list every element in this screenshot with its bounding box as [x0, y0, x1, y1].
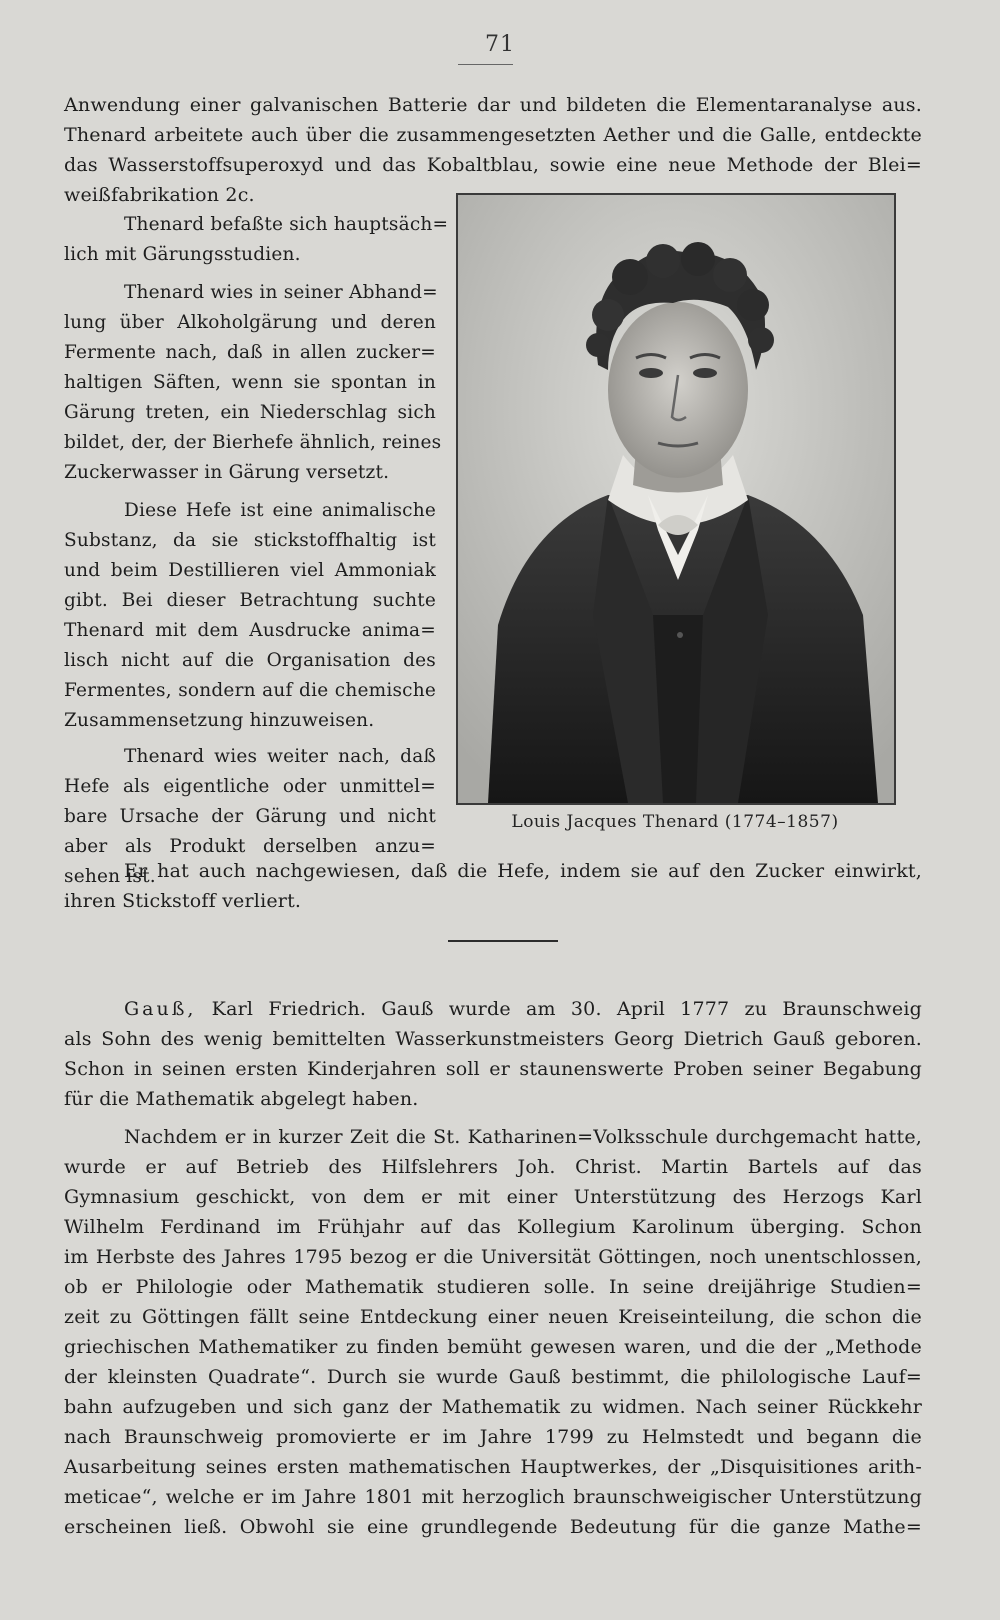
text-line: Ausarbeitung seines ersten mathematischen Hauptwerkes, der „Disquisitiones arith-: [64, 1456, 922, 1478]
text-line: weißfabrikation 2c.: [64, 184, 255, 206]
text-line: [64, 994, 922, 1024]
text-line: und beim Destillieren viel Ammoniak: [64, 560, 436, 581]
text-line: Zuckerwasser in Gärung versetzt.: [64, 462, 390, 483]
text-line: haltigen Säften, wenn sie spontan in: [64, 372, 436, 393]
text-line: Thenard mit dem Ausdrucke anima=: [64, 620, 436, 641]
text-line: aber als Produkt derselben anzu=: [64, 836, 436, 857]
text-line: griechischen Mathematiker zu finden bemüht gewesen waren, und die der „Methode: [64, 1336, 922, 1358]
text-line: das Wasserstoffsuperoxyd und das Kobaltblau, sowie eine neue Methode der Blei=: [64, 154, 922, 176]
text-line: als Sohn des wenig bemittelten Wasserkunstmeisters Georg Dietrich Gauß geboren.: [64, 1028, 922, 1050]
text-line: Zusammensetzung hinzuweisen.: [64, 710, 375, 731]
text-line: gibt. Bei dieser Betrachtung suchte: [64, 590, 436, 611]
text-line: im Herbste des Jahres 1795 bezog er die Universität Göttingen, noch unentschlossen,: [64, 1246, 922, 1268]
text-line: bare Ursache der Gärung und nicht: [64, 806, 436, 827]
text-line: ihren Stickstoff verliert.: [64, 890, 302, 912]
page-number: 71: [485, 32, 515, 57]
text-line: Diese Hefe ist eine animalische: [124, 500, 436, 521]
text-line: für die Mathematik abgelegt haben.: [64, 1088, 419, 1110]
text-line: zeit zu Göttingen fällt seine Entdeckung einer neuen Kreiseinteilung, die schon die: [64, 1306, 922, 1328]
text-line: erscheinen ließ. Obwohl sie eine grundlegende Bedeutung für die ganze Mathe=: [64, 1516, 922, 1538]
text-line: Gymnasium geschickt, von dem er mit einer Unterstützung des Herzogs Karl: [64, 1186, 922, 1208]
text-line: Thenard wies in seiner Abhand=: [124, 282, 438, 303]
text-line: Hefe als eigentliche oder unmittel=: [64, 776, 436, 797]
text-line: ob er Philologie oder Mathematik studieren solle. In seine dreijährige Studien=: [64, 1276, 922, 1298]
text-line: Schon in seinen ersten Kinderjahren soll er staunenswerte Proben seiner Begabung: [64, 1058, 922, 1080]
section-separator: [448, 940, 558, 942]
text-line: Thenard befaßte sich hauptsäch=: [124, 214, 449, 235]
text-line: lung über Alkoholgärung und deren: [64, 312, 436, 333]
thenard-top-paragraph: [64, 90, 922, 210]
text-line: Nachdem er in kurzer Zeit die St. Katharinen=Volksschule durchgemacht hatte,: [124, 1126, 922, 1148]
portrait-engraving: [458, 195, 894, 803]
text-line: Thenard arbeitete auch über die zusammengesetzten Aether und die Galle, entdeckte: [64, 124, 922, 146]
gauss-section: [64, 994, 922, 1542]
text-line: sehen ist.: [64, 866, 156, 887]
page-number-rule: [458, 64, 513, 65]
text-line: Substanz, da sie stickstoffhaltig ist: [64, 530, 436, 551]
text-line: Gärung treten, ein Niederschlag sich: [64, 402, 436, 423]
gauss-name: Gauß,: [124, 998, 197, 1020]
text-line: Wilhelm Ferdinand im Frühjahr auf das Kollegium Karolinum überging. Schon: [64, 1216, 922, 1238]
text-line: Er hat auch nachgewiesen, daß die Hefe, indem sie auf den Zucker einwirkt,: [124, 860, 922, 882]
thenard-closing-paragraph: [64, 856, 922, 916]
thenard-portrait: [456, 193, 896, 805]
text-line: bildet, der, der Bierhefe ähnlich, reines: [64, 432, 442, 453]
text-line: meticae“, welche er im Jahre 1801 mit herzoglich braunschweigischer Unterstützung: [64, 1486, 922, 1508]
text-line: Thenard wies weiter nach, daß: [124, 746, 436, 767]
text-line: wurde er auf Betrieb des Hilfslehrers Joh. Christ. Martin Bartels auf das: [64, 1156, 922, 1178]
text-line: Anwendung einer galvanischen Batterie dar und bildeten die Elementaranalyse aus.: [64, 94, 922, 116]
thenard-column-text: [64, 210, 449, 892]
text-line: lisch nicht auf die Organisation des: [64, 650, 436, 671]
text-line: der kleinsten Quadrate“. Durch sie wurde Gauß bestimmt, die philologische Lauf=: [64, 1366, 922, 1388]
text-line: lich mit Gärungsstudien.: [64, 244, 301, 265]
gauss-name-rest: Karl Friedrich.: [211, 998, 367, 1020]
text-line: Fermentes, sondern auf die chemische: [64, 680, 436, 701]
text-line: nach Braunschweig promovierte er im Jahre 1799 zu Helmstedt und begann die: [64, 1426, 922, 1448]
text-line: bahn aufzugeben und sich ganz der Mathematik zu widmen. Nach seiner Rückkehr: [64, 1396, 922, 1418]
gauss-first-line: Gauß wurde am 30. April 1777 zu Braunschweig: [381, 998, 922, 1020]
portrait-caption: Louis Jacques Thenard (1774–1857): [511, 812, 839, 832]
text-line: Fermente nach, daß in allen zucker=: [64, 342, 436, 363]
